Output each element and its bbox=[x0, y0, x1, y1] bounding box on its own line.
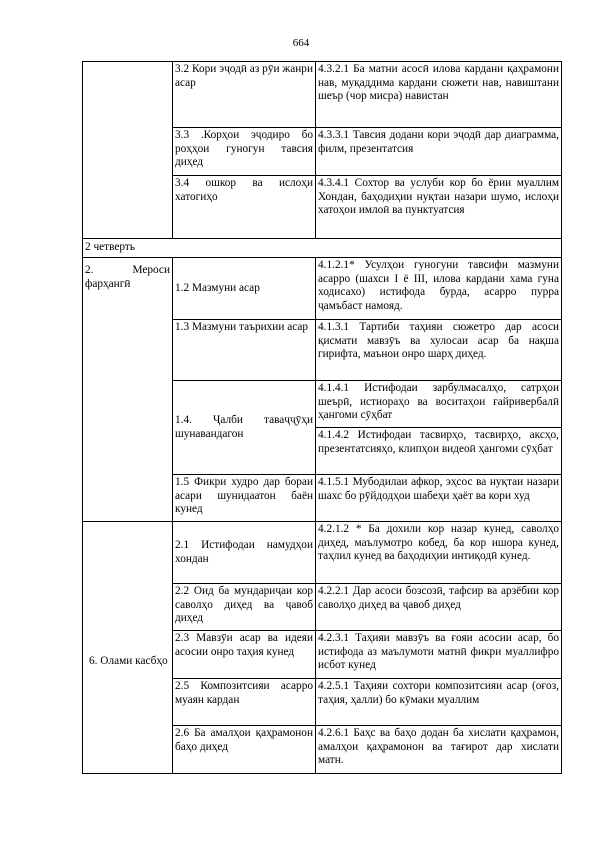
section-title: 2. Мероси фарҳангӣ bbox=[83, 258, 173, 522]
table-row bbox=[83, 62, 562, 128]
topic-cell: 3.3 .Корҳои эҷодиро бо роҳҳои гуногун тавсия диҳед bbox=[173, 128, 316, 176]
topic-cell: 2.5 Композитсияи асарро муаян кардан bbox=[173, 679, 316, 726]
page-number: 664 bbox=[292, 37, 310, 49]
standard-cell: 4.2.6.1 Баҳс ва баҳо додан ба хислати қаҳрамон, амалҳои қаҳрамонон ва тағирот дар хислати матн. bbox=[316, 726, 562, 774]
standard-cell: 4.2.5.1 Таҳияи сохтори композитсияи асар (оғоз, таҳия, ҳалли) бо кӯмаки муаллим bbox=[316, 679, 562, 726]
standard-cell: 4.1.4.1 Истифодаи зарбулмасалҳо, сатрҳои шеърӣ, истиораҳо ва воситаҳои ғайривербалӣ ҳангоми сӯҳбат bbox=[316, 381, 562, 428]
standard-cell: 4.2.3.1 Таҳияи мавзӯъ ва ғояи асосии асар, бо истифода аз маълумоти матнӣ фикри муаллифро исбот кунед bbox=[316, 631, 562, 679]
standard-cell: 4.1.4.2 Истифодаи тасвирҳо, тасвирҳо, аксҳо, презентатсияҳо, клипҳои видеоӣ ҳангоми сӯҳбат bbox=[316, 428, 562, 475]
standard-cell: 4.2.2.1 Дар асоси бозсозӣ, тафсир ва арзёбии кор саволҳо диҳед ва ҷавоб диҳед bbox=[316, 584, 562, 631]
curriculum-table bbox=[82, 61, 562, 774]
topic-cell: 3.4 ошкор ва ислоҳи хатогиҳо bbox=[173, 176, 316, 239]
topic-cell: 3.2 Кори эҷодӣ аз рӯи жанри асар bbox=[173, 62, 316, 128]
standard-cell: 4.3.3.1 Тавсия додани кори эҷодӣ дар диаграмма, филм, презентатсия bbox=[316, 128, 562, 176]
topic-cell: 2.1 Истифодаи намудҳои хондан bbox=[173, 522, 316, 584]
topic-cell: 2.6 Ба амалҳои қаҳрамонон баҳо диҳед bbox=[173, 726, 316, 774]
topic-cell: 1.3 Мазмуни таърихии асар bbox=[173, 320, 316, 381]
standard-cell: 4.1.2.1* Усулҳои гуногуни тавсифи мазмуни асарро (шахси I ё III, илова кардани хама гуна ходисахо) истифода бурда, асарро пурра ҷамъбаст намояд. bbox=[316, 258, 562, 320]
topic-cell: 2.2 Оид ба мундариҷаи кор саволҳо диҳед ва ҷавоб диҳед bbox=[173, 584, 316, 631]
standard-cell: 4.3.4.1 Сохтор ва услуби кор бо ёрии муаллим Хондан, баҳодиҳии нуқтаи назари шумо, ислоҳи хатоҳои имлоӣ ва пунктуатсия bbox=[316, 176, 562, 239]
quarter-row bbox=[83, 239, 562, 258]
table-row bbox=[83, 522, 562, 584]
standard-cell: 4.1.5.1 Мубодилаи афкор, эҳсос ва нуқтаи назари шахс бо рӯйдодҳои шабеҳи ҳаёт ва кори худ bbox=[316, 475, 562, 522]
section-cell-empty bbox=[83, 62, 173, 239]
topic-cell: 1.2 Мазмуни асар bbox=[173, 258, 316, 320]
quarter-header: 2 четверть bbox=[83, 239, 562, 258]
topic-cell: 2.3 Мавзӯи асар ва идеяи асосии онро таҳия кунед bbox=[173, 631, 316, 679]
topic-cell: 1.5 Фикри худро дар бораи асари шунидаатон баён кунед bbox=[173, 475, 316, 522]
standard-cell: 4.2.1.2 * Ба дохили кор назар кунед, саволҳо диҳед, маълумотро кобед, ба кор ишора кунед, таҳлил кунед ва баҳодиҳии интиқодӣ кунед. bbox=[316, 522, 562, 584]
section-title: 6. Олами касбҳо bbox=[83, 522, 173, 774]
topic-cell: 1.4. Ҷалби таваҷҷӯҳи шунавандагон bbox=[173, 381, 316, 475]
standard-cell: 4.1.3.1 Тартиби таҳияи сюжетро дар асоси қисмати мавзӯъ ва хулосаи асар ба нақша гирифта, маънои онро шарҳ диҳед. bbox=[316, 320, 562, 381]
table-row bbox=[83, 258, 562, 320]
standard-cell: 4.3.2.1 Ба матни асосӣ илова кардани қаҳрамони нав, муқаддима кардани сюжети нав, навиштани шеър (чор мисра) навистан bbox=[316, 62, 562, 128]
